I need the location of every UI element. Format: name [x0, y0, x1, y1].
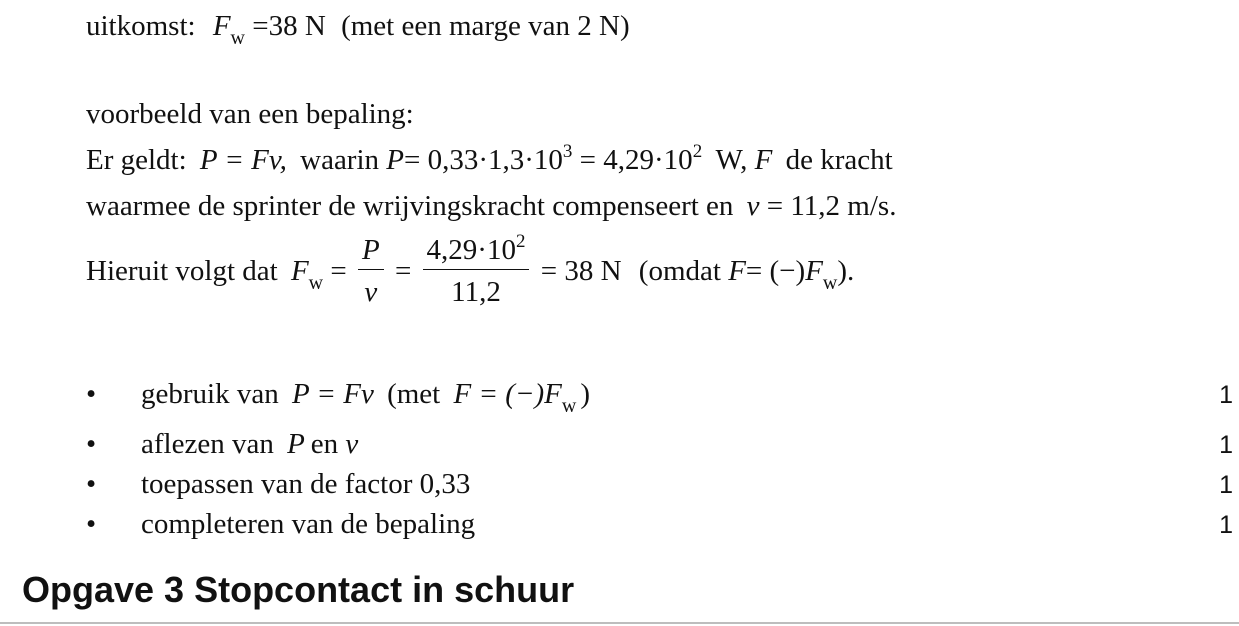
criterion-2-pre: aflezen van [141, 428, 274, 460]
criterion-1-formula-2: F = (−)F [453, 378, 562, 410]
bullet: • [86, 378, 97, 410]
text-er-geldt: Er geldt: [86, 144, 187, 176]
example-line-1 [86, 141, 893, 176]
bullet: • [86, 428, 97, 460]
section-heading: Opgave 3 Stopcontact in schuur [22, 569, 575, 610]
criterion-2-v: v [345, 428, 359, 460]
note-close: ). [837, 255, 855, 287]
fraction-2-exp: 2 [515, 231, 526, 252]
bullet: • [86, 508, 97, 540]
force-symbol: F [212, 10, 231, 42]
bullet: • [86, 468, 97, 500]
note-open: (omdat [638, 255, 721, 287]
criterion-2-P: P [287, 428, 305, 460]
example-title: voorbeeld van een bepaling: [86, 98, 414, 130]
result-label: uitkomst: [86, 10, 196, 42]
fraction-1-numerator: P [358, 236, 384, 270]
fraction-values [423, 231, 530, 308]
power-formula: P = Fv, [199, 144, 287, 176]
criterion-1-mid: (met [387, 378, 441, 410]
velocity-symbol: v [746, 190, 760, 222]
velocity-value: = 11,2 m/s. [766, 190, 897, 222]
criterion-points: 1 [1219, 511, 1233, 539]
criterion-1-pre: gebruik van [141, 378, 279, 410]
criterion-text [141, 378, 590, 417]
fraction-2-denominator: 11,2 [451, 276, 501, 308]
power-exp-3: 3 [562, 141, 573, 162]
friction-symbol: F [290, 255, 309, 287]
text-waarmee: waarmee de sprinter de wrijvingskracht compenseert en [86, 190, 734, 222]
criterion-1-sub: w [561, 395, 577, 417]
result-value: =38 N [252, 10, 326, 42]
friction-result: = 38 N [540, 255, 622, 287]
result-line [86, 10, 630, 49]
criterion-1-formula: P = Fv [291, 378, 374, 410]
criterion-4 [86, 508, 1239, 540]
fraction-1-denominator: v [364, 276, 378, 308]
note-Fw: F [805, 255, 823, 287]
result-margin: (met een marge van 2 N) [341, 10, 630, 42]
power-symbol: P [386, 144, 404, 176]
note-F: F [728, 255, 746, 287]
fraction-2-numerator-text: 4,29·10 [426, 234, 516, 266]
text-waarin: waarin [300, 144, 380, 176]
friction-subscript: w [308, 272, 324, 294]
criterion-1 [86, 378, 1239, 417]
fraction-2-numerator [423, 231, 530, 270]
example-line-3 [86, 231, 855, 308]
text-de-kracht: de kracht [785, 144, 893, 176]
force-symbol-F: F [754, 144, 773, 176]
power-unit: W, [715, 144, 748, 176]
power-exp-2: 2 [692, 141, 703, 162]
example-line-2 [86, 192, 896, 221]
note [638, 255, 855, 294]
criterion-points: 1 [1219, 471, 1233, 499]
criterion-1-post: ) [580, 378, 590, 410]
criterion-2 [86, 428, 1239, 460]
criterion-text [141, 428, 358, 461]
criterion-2-en: en [310, 428, 339, 460]
note-eq: = (−) [745, 255, 806, 287]
criterion-3 [86, 468, 1239, 500]
criterion-text: completeren van de bepaling [141, 508, 476, 540]
note-w: w [822, 272, 838, 294]
criterion-points: 1 [1219, 431, 1233, 459]
power-result: = 4,29·10 [579, 144, 693, 176]
divider [0, 622, 1239, 624]
equals-1: = [330, 255, 347, 287]
fraction-p-over-v [358, 236, 384, 307]
equals-2: = [394, 255, 412, 287]
power-calc: = 0,33·1,3·10 [404, 144, 563, 176]
criterion-points: 1 [1219, 381, 1233, 409]
criterion-text: toepassen van de factor 0,33 [141, 468, 471, 500]
force-subscript: w [230, 27, 245, 49]
text-hieruit: Hieruit volgt dat [86, 255, 278, 287]
